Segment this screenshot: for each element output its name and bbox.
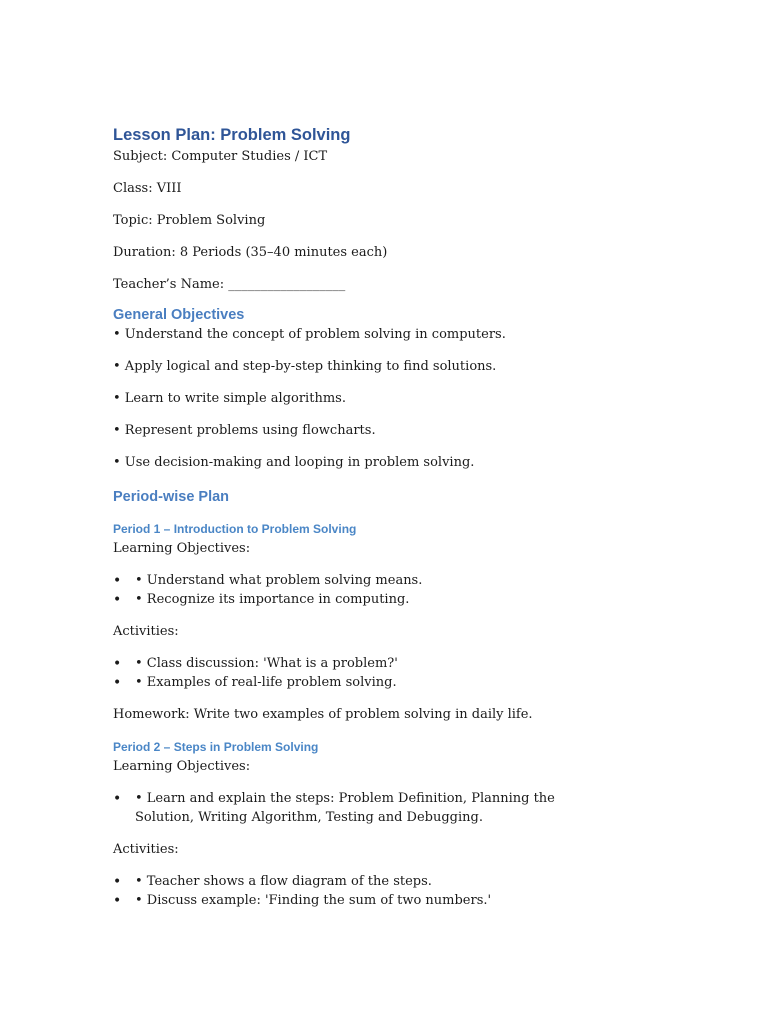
list-item xyxy=(113,873,653,892)
document-body xyxy=(113,124,653,910)
list-item-text: • Examples of real-life problem solving. xyxy=(135,674,397,690)
bullet-icon: • xyxy=(113,874,122,890)
objective-item: • Understand the concept of problem solving in computers. xyxy=(113,327,506,342)
objective-item: • Learn to write simple algorithms. xyxy=(113,391,346,406)
list-item xyxy=(113,674,653,693)
list-item-text: • Recognize its importance in computing. xyxy=(135,591,410,607)
bullet-icon: • xyxy=(113,656,122,672)
bullet-icon: • xyxy=(113,791,122,807)
activities-label: Activities: xyxy=(113,842,179,857)
learning-objectives-label: Learning Objectives: xyxy=(113,759,251,774)
topic-line: Topic: Problem Solving xyxy=(113,213,266,228)
list-item xyxy=(113,572,653,591)
teacher-name-line: Teacher’s Name: __________________ xyxy=(113,277,346,292)
period-plan-heading: Period-wise Plan xyxy=(113,489,230,505)
objective-item: • Apply logical and step-by-step thinking to find solutions. xyxy=(113,359,497,374)
objective-item: • Represent problems using flowcharts. xyxy=(113,423,376,438)
period-2-title: Period 2 – Steps in Problem Solving xyxy=(113,740,319,754)
list-item-text: • Class discussion: 'What is a problem?' xyxy=(135,656,398,671)
learning-objectives-label: Learning Objectives: xyxy=(113,541,251,556)
homework-line: Homework: Write two examples of problem solving in daily life. xyxy=(113,707,533,722)
subject-line: Subject: Computer Studies / ICT xyxy=(113,149,328,164)
list-item-text: • Learn and explain the steps: Problem Definition, Planning the Solution, Writing Algorithm, Testing and Debugging. xyxy=(135,791,555,825)
list-item xyxy=(113,892,653,911)
bullet-icon: • xyxy=(113,674,122,691)
list-item xyxy=(113,591,653,610)
document-title: Lesson Plan: Problem Solving xyxy=(113,126,351,144)
period-1-title: Period 1 – Introduction to Problem Solving xyxy=(113,522,357,536)
list-item-text: • Understand what problem solving means. xyxy=(135,573,423,588)
list-item xyxy=(113,790,615,827)
activities-label: Activities: xyxy=(113,624,179,639)
general-objectives-heading: General Objectives xyxy=(113,307,245,323)
objective-item: • Use decision-making and looping in problem solving. xyxy=(113,455,475,470)
class-line: Class: VIII xyxy=(113,181,182,196)
list-item-text: • Teacher shows a flow diagram of the steps. xyxy=(135,874,432,889)
bullet-icon: • xyxy=(113,892,122,909)
bullet-icon: • xyxy=(113,591,122,608)
list-item xyxy=(113,655,653,674)
bullet-icon: • xyxy=(113,573,122,589)
duration-line: Duration: 8 Periods (35–40 minutes each) xyxy=(113,245,388,260)
list-item-text: • Discuss example: 'Finding the sum of two numbers.' xyxy=(135,892,492,908)
